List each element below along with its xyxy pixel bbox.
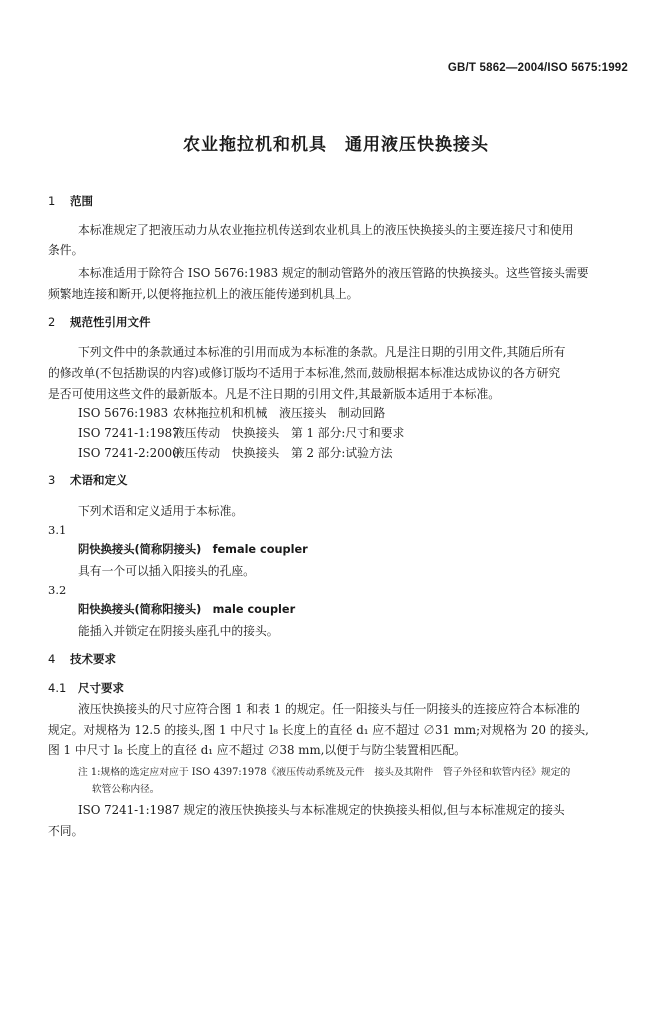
section-title: 规范性引用文件 <box>70 315 151 329</box>
section-2-para-line-3: 是否可使用这些文件的最新版本。凡是不注日期的引用文件,其最新版本适用于本标准。 <box>48 387 501 401</box>
section-4-para-2-line-1: ISO 7241-1:1987 规定的液压快换接头与本标准规定的快换接头相似,但与本标准规定的接头 <box>78 803 565 817</box>
reference-title: 液压传动 快换接头 第 1 部分:尺寸和要求 <box>173 426 405 440</box>
reference-code: ISO 7241-2:2000 <box>78 446 180 460</box>
section-3-heading <box>48 471 598 489</box>
section-4-para-1-line-2: 规定。对规格为 12.5 的接头,图 1 中尺寸 l₈ 长度上的直径 d₁ 应不超过 ∅31 mm;对规格为 20 的接头, <box>48 723 589 737</box>
section-4-para-1-line-3: 图 1 中尺寸 l₈ 长度上的直径 d₁ 应不超过 ∅38 mm,以便于与防尘装置相匹配。 <box>48 743 466 757</box>
reference-code: ISO 5676:1983 <box>78 406 169 420</box>
reference-item <box>78 404 628 422</box>
section-1-heading <box>48 192 598 210</box>
reference-item <box>78 444 628 462</box>
section-2-para-line-1: 下列文件中的条款通过本标准的引用而成为本标准的条款。凡是注日期的引用文件,其随后所有 <box>78 345 566 359</box>
subsection-4-1-heading <box>48 679 598 697</box>
note-1-line-2: 软管公称内径。 <box>92 784 160 795</box>
reference-title: 液压传动 快换接头 第 2 部分:试验方法 <box>173 446 393 460</box>
section-1-para-1-line-2: 条件。 <box>48 243 84 257</box>
note-1-line-1: 注 1:规格的选定应对应于 ISO 4397:1978《液压传动系统及元件 接头及其附件 管子外径和软管内径》规定的 <box>78 767 571 778</box>
term-1-definition: 具有一个可以插入阳接头的孔座。 <box>78 564 255 578</box>
reference-title: 农林拖拉机和机械 液压接头 制动回路 <box>173 406 386 420</box>
section-number: 2 <box>48 315 56 329</box>
section-1-para-2-line-1: 本标准适用于除符合 ISO 5676:1983 规定的制动管路外的液压管路的快换接头。这些管接头需要 <box>78 266 589 280</box>
term-2-name: 阳快换接头(简称阳接头) male coupler <box>78 603 296 616</box>
standard-code: GB/T 5862—2004/ISO 5675:1992 <box>447 62 628 74</box>
reference-item <box>78 424 628 442</box>
section-1-para-1-line-1: 本标准规定了把液压动力从农业拖拉机传送到农业机具上的液压快换接头的主要连接尺寸和使用 <box>78 223 574 237</box>
reference-code: ISO 7241-1:1987 <box>78 426 180 440</box>
subsection-title: 尺寸要求 <box>78 681 124 695</box>
section-2-heading <box>48 313 598 331</box>
term-2-number: 3.2 <box>48 583 67 597</box>
section-4-para-1-line-1: 液压快换接头的尺寸应符合图 1 和表 1 的规定。任一阳接头与任一阴接头的连接应符合本标准的 <box>78 702 580 716</box>
section-2-para-line-2: 的修改单(不包括勘误的内容)或修订版均不适用于本标准,然而,鼓励根据本标准达成协议的各方研究 <box>48 366 561 380</box>
section-title: 技术要求 <box>70 652 116 666</box>
term-1-name: 阴快换接头(简称阴接头) female coupler <box>78 543 308 556</box>
section-3-intro: 下列术语和定义适用于本标准。 <box>78 504 244 518</box>
section-number: 3 <box>48 473 56 487</box>
term-2-definition: 能插入并锁定在阴接头座孔中的接头。 <box>78 624 279 638</box>
section-4-para-2-line-2: 不同。 <box>48 824 84 838</box>
title-part-2: 通用液压快换接头 <box>345 135 489 155</box>
section-title: 范围 <box>70 194 93 208</box>
section-4-heading <box>48 650 598 668</box>
title-part-1: 农业拖拉机和机具 <box>183 135 327 155</box>
subsection-number: 4.1 <box>48 681 67 695</box>
page-title <box>0 130 672 155</box>
section-number: 4 <box>48 652 56 666</box>
term-1-number: 3.1 <box>48 523 67 537</box>
section-title: 术语和定义 <box>70 473 128 487</box>
section-number: 1 <box>48 194 56 208</box>
section-1-para-2-line-2: 频繁地连接和断开,以便将拖拉机上的液压能传递到机具上。 <box>48 287 359 301</box>
